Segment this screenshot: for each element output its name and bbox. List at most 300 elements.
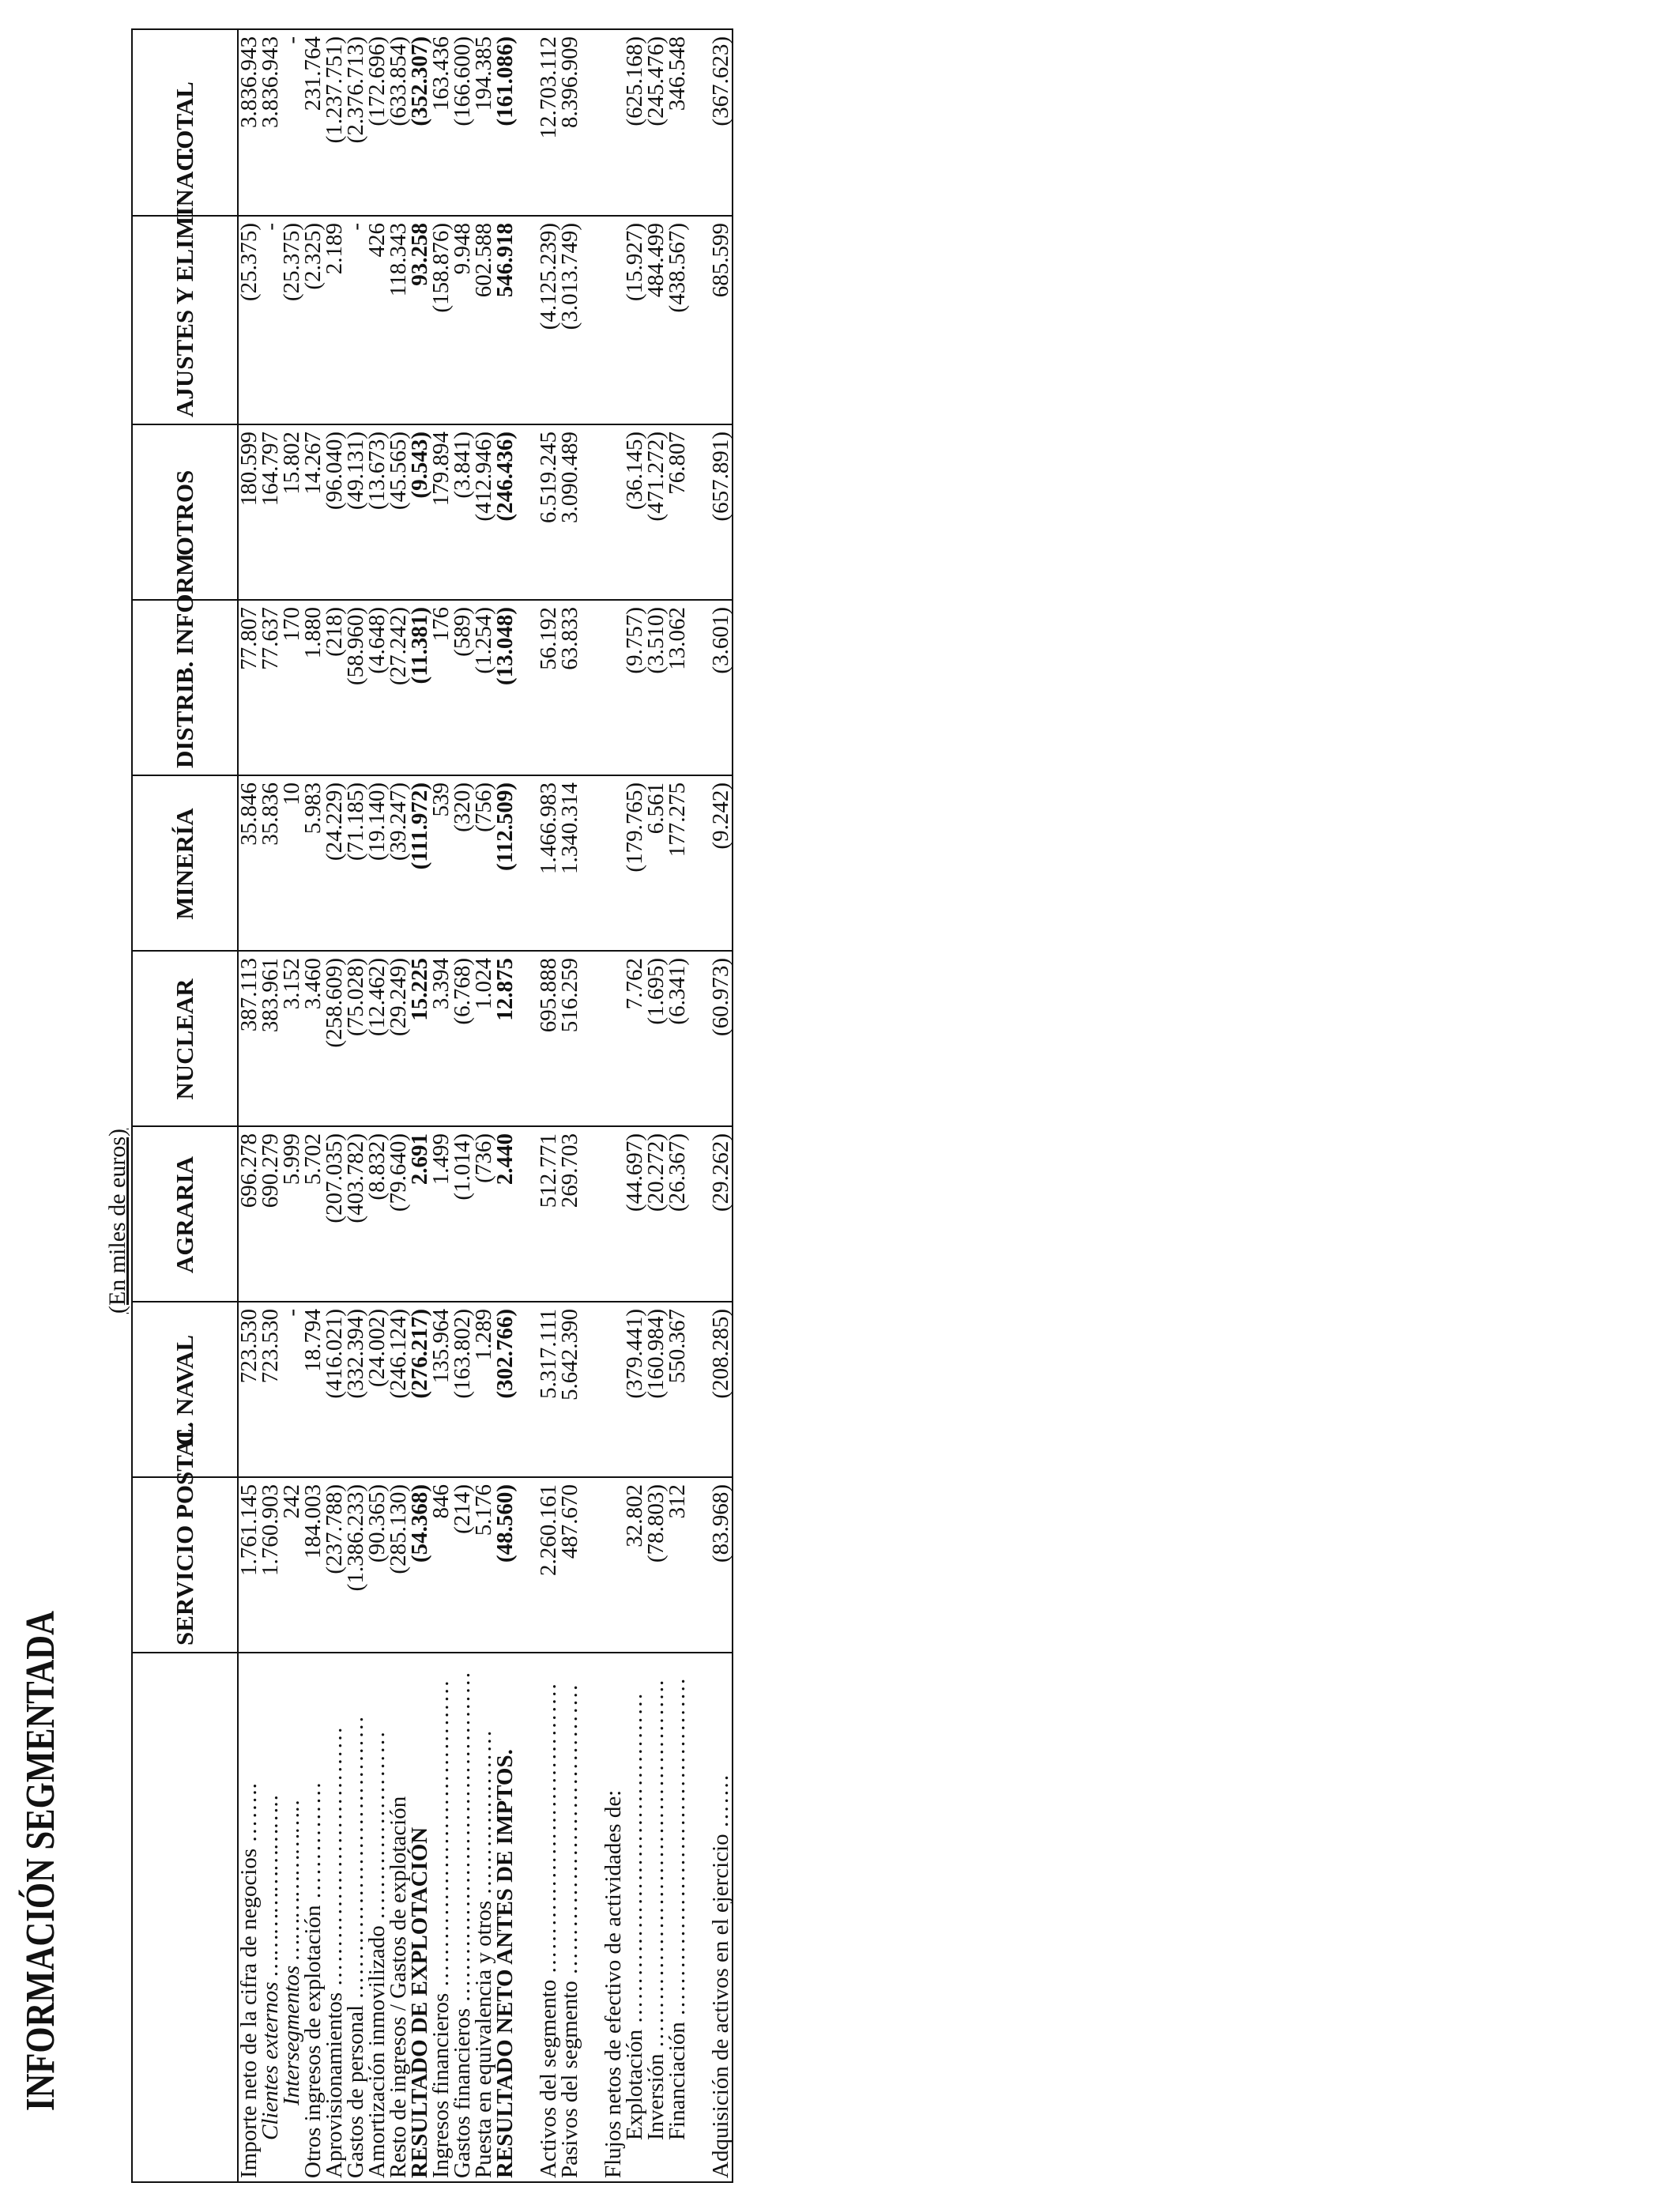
row-label — [345, 1653, 367, 2182]
value-cell: 1.466.983 — [538, 775, 559, 951]
value-cell: (9.757) — [624, 600, 646, 775]
spacer-cell — [516, 1126, 538, 1302]
spacer-cell — [516, 424, 538, 600]
row-label-text: Intersegmentos — [279, 1965, 304, 2105]
table-row — [303, 29, 324, 2182]
row-label — [452, 1653, 473, 2182]
value-cell: (1.237.751) — [324, 29, 345, 216]
value-cell: 696.278 — [238, 1126, 260, 1302]
value-cell: 383.961 — [260, 951, 281, 1126]
spacer-cell — [688, 951, 710, 1126]
value-cell: (208.285) — [710, 1302, 733, 1477]
row-label-text: Financiación — [665, 2022, 690, 2140]
table-row — [260, 29, 281, 2182]
spacer-cell — [688, 1126, 710, 1302]
value-cell: (54.368) — [409, 1477, 431, 1653]
value-cell — [603, 216, 624, 424]
value-cell: 484.499 — [646, 216, 667, 424]
leader-dots: …………………………… — [322, 1725, 347, 1987]
table-row — [646, 29, 667, 2182]
value-cell: 242 — [281, 1477, 303, 1653]
value-cell: 56.192 — [538, 600, 559, 775]
value-cell: (3.601) — [710, 600, 733, 775]
value-cell: (36.145) — [624, 424, 646, 600]
spacer-cell — [516, 775, 538, 951]
value-cell: (9.242) — [710, 775, 733, 951]
value-cell: (1.695) — [646, 951, 667, 1126]
row-label — [473, 1653, 495, 2182]
value-cell: - — [281, 29, 303, 216]
row-label-text: Aprovisionamientos — [322, 1992, 347, 2178]
value-cell: 685.599 — [710, 216, 733, 424]
table-row — [603, 29, 624, 2182]
spacer-cell — [688, 29, 710, 216]
table-row — [452, 29, 473, 2182]
value-cell: (179.765) — [624, 775, 646, 951]
col-header: MINERÍA — [132, 775, 238, 951]
value-cell: 2.189 — [324, 216, 345, 424]
value-cell: 723.530 — [260, 1302, 281, 1477]
value-cell: (172.696) — [367, 29, 388, 216]
row-label-text: Resto de ingresos / Gastos de explotación — [386, 1796, 411, 2178]
leader-dots: ………………….. — [279, 1798, 304, 1960]
value-cell: (276.217) — [409, 1302, 431, 1477]
value-cell: 13.062 — [667, 600, 688, 775]
row-label — [428, 1653, 454, 2182]
value-cell: (112.509) — [495, 775, 516, 951]
table-row — [409, 29, 431, 2182]
value-cell: (736) — [473, 1126, 495, 1302]
value-cell: (246.124) — [388, 1302, 409, 1477]
row-label — [624, 1653, 646, 2182]
spacer-cell — [516, 1477, 538, 1653]
value-cell: (12.462) — [367, 951, 388, 1126]
value-cell: (78.803) — [646, 1477, 667, 1653]
value-cell: (214) — [452, 1477, 473, 1653]
value-cell: 170 — [281, 600, 303, 775]
value-cell: (29.262) — [710, 1126, 733, 1302]
row-label-text: Flujos netos de efectivo de actividades de: — [601, 1789, 626, 2178]
table-row — [431, 29, 452, 2182]
value-cell — [603, 1477, 624, 1653]
value-cell: (367.623) — [710, 29, 733, 216]
spacer-cell — [688, 1653, 710, 2182]
value-cell: 512.771 — [538, 1126, 559, 1302]
leader-dots: ……………………………… — [343, 1714, 368, 2000]
value-cell: (4.648) — [367, 600, 388, 775]
value-cell: 135.964 — [431, 1302, 452, 1477]
col-header: DISTRIB. INFORM. — [132, 600, 238, 775]
value-cell: 539 — [431, 775, 452, 951]
value-cell: (44.697) — [624, 1126, 646, 1302]
value-cell: 163.436 — [431, 29, 452, 216]
value-cell: 269.703 — [559, 1126, 581, 1302]
spacer-cell — [516, 1302, 538, 1477]
value-cell: (6.341) — [667, 951, 688, 1126]
row-label-text: RESULTADO NETO ANTES DE IMPTOS. — [492, 1749, 518, 2178]
spacer-cell — [581, 1477, 603, 1653]
value-cell: (625.168) — [624, 29, 646, 216]
value-cell: (45.565) — [388, 424, 409, 600]
row-label — [388, 1653, 409, 2182]
value-cell: (352.307) — [409, 29, 431, 216]
value-cell: 1.289 — [473, 1302, 495, 1477]
spacer-cell — [516, 216, 538, 424]
header-row — [132, 29, 238, 2182]
value-cell: (19.140) — [367, 775, 388, 951]
leader-dots: ……………………………………….. — [643, 1679, 669, 2049]
spacer-row — [688, 29, 710, 2182]
value-cell: 12.703.112 — [538, 29, 559, 216]
table-row — [667, 29, 688, 2182]
value-cell: 546.918 — [495, 216, 516, 424]
value-cell: (3.841) — [452, 424, 473, 600]
value-cell: (320) — [452, 775, 473, 951]
table-row — [324, 29, 345, 2182]
value-cell — [603, 600, 624, 775]
value-cell: 3.152 — [281, 951, 303, 1126]
leader-dots: …………………………………… — [450, 1670, 475, 2003]
row-label — [364, 1653, 390, 2182]
value-cell: 15.225 — [409, 951, 431, 1126]
row-label-text: Activos del segmento — [536, 1979, 561, 2178]
col-header: C. NAVAL — [132, 1302, 238, 1477]
row-label-text: Explotación — [622, 2029, 647, 2140]
row-label-text: Importe neto de la cifra de negocios — [236, 1848, 262, 2178]
value-cell: (158.876) — [431, 216, 452, 424]
table-row — [624, 29, 646, 2182]
value-cell — [603, 775, 624, 951]
row-label — [409, 1653, 431, 2182]
value-cell: 35.846 — [238, 775, 260, 951]
spacer-cell — [516, 1653, 538, 2182]
value-cell: (218) — [324, 600, 345, 775]
value-cell: (302.766) — [495, 1302, 516, 1477]
value-cell: 3.836.943 — [238, 29, 260, 216]
leader-dots: ……. — [708, 1774, 733, 1829]
row-label — [300, 1653, 326, 2182]
spacer-cell — [688, 216, 710, 424]
value-cell: 2.691 — [409, 1126, 431, 1302]
spacer-cell — [688, 1302, 710, 1477]
row-label — [710, 1653, 733, 2182]
value-cell: 690.279 — [260, 1126, 281, 1302]
spacer-cell — [581, 1302, 603, 1477]
row-label — [538, 1653, 559, 2182]
value-cell: 487.670 — [559, 1477, 581, 1653]
value-cell: 312 — [667, 1477, 688, 1653]
row-label-text: Clientes externos — [258, 1981, 283, 2140]
value-cell: 3.836.943 — [260, 29, 281, 216]
value-cell: 426 — [367, 216, 388, 424]
row-label-text: Puesta en equivalencia y otros — [471, 1900, 496, 2178]
value-cell: 77.807 — [238, 600, 260, 775]
value-cell: (13.673) — [367, 424, 388, 600]
value-cell: (29.249) — [388, 951, 409, 1126]
table-row — [710, 29, 733, 2182]
header-label-cell — [132, 1653, 238, 2182]
value-cell: (8.832) — [367, 1126, 388, 1302]
value-cell: 15.802 — [281, 424, 303, 600]
value-cell: (285.130) — [388, 1477, 409, 1653]
value-cell: (1.386.233) — [345, 1477, 367, 1653]
value-cell: 3.394 — [431, 951, 452, 1126]
spacer-cell — [581, 424, 603, 600]
value-cell: (245.476) — [646, 29, 667, 216]
value-cell: (633.854) — [388, 29, 409, 216]
value-cell: 118.343 — [388, 216, 409, 424]
row-label-text: Amortización inmovilizado — [364, 1925, 390, 2178]
value-cell: 2.440 — [495, 1126, 516, 1302]
row-label — [281, 1653, 303, 2182]
value-cell: 32.802 — [624, 1477, 646, 1653]
value-cell: (332.394) — [345, 1302, 367, 1477]
table-row — [473, 29, 495, 2182]
leader-dots: ………………… — [471, 1728, 496, 1895]
value-cell: 723.530 — [238, 1302, 260, 1477]
value-cell: 76.807 — [667, 424, 688, 600]
value-cell: 184.003 — [303, 1477, 324, 1653]
spacer-cell — [516, 29, 538, 216]
value-cell: (237.788) — [324, 1477, 345, 1653]
value-cell: (58.960) — [345, 600, 367, 775]
leader-dots: …………… — [300, 1781, 326, 1900]
value-cell: 93.258 — [409, 216, 431, 424]
row-label-text: Pasivos del segmento — [557, 1981, 582, 2178]
value-cell: (657.891) — [710, 424, 733, 600]
row-label — [492, 1653, 518, 2182]
value-cell: - — [260, 216, 281, 424]
value-cell: (379.441) — [624, 1302, 646, 1477]
value-cell: 77.637 — [260, 600, 281, 775]
leader-dots: ………………………………… — [428, 1679, 454, 1988]
value-cell: 387.113 — [238, 951, 260, 1126]
table-row — [538, 29, 559, 2182]
value-cell: 12.875 — [495, 951, 516, 1126]
value-cell: (246.436) — [495, 424, 516, 600]
value-cell: (4.125.239) — [538, 216, 559, 424]
value-cell: 5.317.111 — [538, 1302, 559, 1477]
value-cell: 164.797 — [260, 424, 281, 600]
leader-dots: ………………………………. — [557, 1683, 582, 1976]
value-cell: 9.948 — [452, 216, 473, 424]
units-note: (En miles de euros) — [104, 1129, 130, 1314]
spacer-cell — [516, 600, 538, 775]
segment-table — [131, 28, 733, 2183]
value-cell: 5.983 — [303, 775, 324, 951]
value-cell: (471.272) — [646, 424, 667, 600]
value-cell: 1.760.903 — [260, 1477, 281, 1653]
value-cell: (2.325) — [303, 216, 324, 424]
col-header: OTROS — [132, 424, 238, 600]
value-cell: 231.764 — [303, 29, 324, 216]
value-cell: 1.340.314 — [559, 775, 581, 951]
value-cell: (25.375) — [281, 216, 303, 424]
value-cell: 180.599 — [238, 424, 260, 600]
value-cell: (20.272) — [646, 1126, 667, 1302]
value-cell: (83.968) — [710, 1477, 733, 1653]
value-cell: 194.385 — [473, 29, 495, 216]
value-cell: 5.999 — [281, 1126, 303, 1302]
row-label-text: Gastos financieros — [450, 2007, 475, 2178]
value-cell: 602.588 — [473, 216, 495, 424]
table-row — [345, 29, 367, 2182]
row-label — [238, 1653, 260, 2182]
spacer-cell — [581, 1126, 603, 1302]
value-cell — [603, 29, 624, 216]
value-cell: (3.510) — [646, 600, 667, 775]
value-cell: (24.229) — [324, 775, 345, 951]
spacer-cell — [581, 216, 603, 424]
spacer-cell — [581, 600, 603, 775]
row-label-text: Otros ingresos de explotación — [300, 1905, 326, 2178]
row-label — [643, 1653, 669, 2182]
spacer-cell — [516, 951, 538, 1126]
value-cell: (161.086) — [495, 29, 516, 216]
row-label — [324, 1653, 345, 2182]
value-cell: (258.609) — [324, 951, 345, 1126]
value-cell: 2.260.161 — [538, 1477, 559, 1653]
value-cell: - — [345, 216, 367, 424]
value-cell — [603, 951, 624, 1126]
col-header: AGRARIA — [132, 1126, 238, 1302]
value-cell: (60.973) — [710, 951, 733, 1126]
leader-dots: …………………….. — [258, 1793, 283, 1977]
table-row — [367, 29, 388, 2182]
value-cell: (25.375) — [238, 216, 260, 424]
value-cell: (3.013.749) — [559, 216, 581, 424]
leader-dots: ……………………………………. — [665, 1677, 690, 2016]
value-cell: 177.275 — [667, 775, 688, 951]
value-cell: 1.024 — [473, 951, 495, 1126]
value-cell: (756) — [473, 775, 495, 951]
value-cell: (111.972) — [409, 775, 431, 951]
table-row — [388, 29, 409, 2182]
value-cell: 6.561 — [646, 775, 667, 951]
row-label-text: Inversión — [643, 2053, 669, 2140]
row-label-text: Adquisición de activos en el ejercicio — [708, 1834, 733, 2178]
value-cell: (412.946) — [473, 424, 495, 600]
value-cell: (207.035) — [324, 1126, 345, 1302]
value-cell: 1.880 — [303, 600, 324, 775]
value-cell: (48.560) — [495, 1477, 516, 1653]
spacer-cell — [581, 951, 603, 1126]
value-cell: (11.381) — [409, 600, 431, 775]
spacer-cell — [688, 424, 710, 600]
leader-dots: …………………… — [364, 1730, 390, 1921]
value-cell: 3.460 — [303, 951, 324, 1126]
spacer-row — [581, 29, 603, 2182]
table-row — [281, 29, 303, 2182]
col-header: TOTAL — [132, 29, 238, 216]
table-row — [495, 29, 516, 2182]
value-cell: 3.090.489 — [559, 424, 581, 600]
value-cell: (160.984) — [646, 1302, 667, 1477]
value-cell: 63.833 — [559, 600, 581, 775]
value-cell: (9.543) — [409, 424, 431, 600]
value-cell: 8.396.909 — [559, 29, 581, 216]
value-cell: (163.802) — [452, 1302, 473, 1477]
value-cell: 695.888 — [538, 951, 559, 1126]
value-cell: 10 — [281, 775, 303, 951]
value-cell: (166.600) — [452, 29, 473, 216]
value-cell: (24.002) — [367, 1302, 388, 1477]
page-title: INFORMACIÓN SEGMENTADA — [18, 1611, 63, 2111]
spacer-cell — [581, 1653, 603, 2182]
value-cell — [603, 1126, 624, 1302]
value-cell: 5.176 — [473, 1477, 495, 1653]
row-label-text: Ingresos financieros — [428, 1992, 454, 2178]
value-cell: (6.768) — [452, 951, 473, 1126]
leader-dots: ………………………………. — [536, 1683, 561, 1974]
value-cell: (96.040) — [324, 424, 345, 600]
value-cell: 179.894 — [431, 424, 452, 600]
value-cell: (1.014) — [452, 1126, 473, 1302]
spacer-cell — [581, 29, 603, 216]
spacer-row — [516, 29, 538, 2182]
value-cell: (589) — [452, 600, 473, 775]
row-label — [603, 1653, 624, 2182]
value-cell: 7.762 — [624, 951, 646, 1126]
value-cell: 35.836 — [260, 775, 281, 951]
value-cell: 18.794 — [303, 1302, 324, 1477]
value-cell: (403.782) — [345, 1126, 367, 1302]
spacer-cell — [581, 775, 603, 951]
leader-dots: …….. — [236, 1782, 262, 1843]
row-label — [559, 1653, 581, 2182]
value-cell — [603, 424, 624, 600]
value-cell: 1.499 — [431, 1126, 452, 1302]
col-header: NUCLEAR — [132, 951, 238, 1126]
value-cell: (79.640) — [388, 1126, 409, 1302]
col-header: SERVICIO POSTAL — [132, 1477, 238, 1653]
value-cell: (15.927) — [624, 216, 646, 424]
table-row — [559, 29, 581, 2182]
value-cell: 176 — [431, 600, 452, 775]
value-cell: (49.131) — [345, 424, 367, 600]
value-cell: 5.642.390 — [559, 1302, 581, 1477]
col-header: AJUSTES Y ELIMINAC. — [132, 216, 238, 424]
value-cell: (27.242) — [388, 600, 409, 775]
row-label — [260, 1653, 281, 2182]
value-cell: 6.519.245 — [538, 424, 559, 600]
spacer-cell — [688, 1477, 710, 1653]
spacer-cell — [688, 600, 710, 775]
spacer-cell — [688, 775, 710, 951]
table-row — [238, 29, 260, 2182]
value-cell: (39.247) — [388, 775, 409, 951]
value-cell: 516.259 — [559, 951, 581, 1126]
value-cell: 846 — [431, 1477, 452, 1653]
value-cell: 14.267 — [303, 424, 324, 600]
value-cell: (75.028) — [345, 951, 367, 1126]
value-cell: (2.376.713) — [345, 29, 367, 216]
value-cell: (13.048) — [495, 600, 516, 775]
value-cell: (26.367) — [667, 1126, 688, 1302]
value-cell: - — [281, 1302, 303, 1477]
leader-dots: …………………………………… — [622, 1691, 647, 2024]
value-cell — [603, 1302, 624, 1477]
value-cell: 5.702 — [303, 1126, 324, 1302]
value-cell: 550.367 — [667, 1302, 688, 1477]
row-label — [667, 1653, 688, 2182]
row-label-text: RESULTADO DE EXPLOTACIÓN — [407, 1826, 432, 2178]
value-cell: (416.021) — [324, 1302, 345, 1477]
value-cell: (1.254) — [473, 600, 495, 775]
value-cell: 346.548 — [667, 29, 688, 216]
value-cell: 1.761.145 — [238, 1477, 260, 1653]
row-label-text: Gastos de personal — [343, 2004, 368, 2178]
